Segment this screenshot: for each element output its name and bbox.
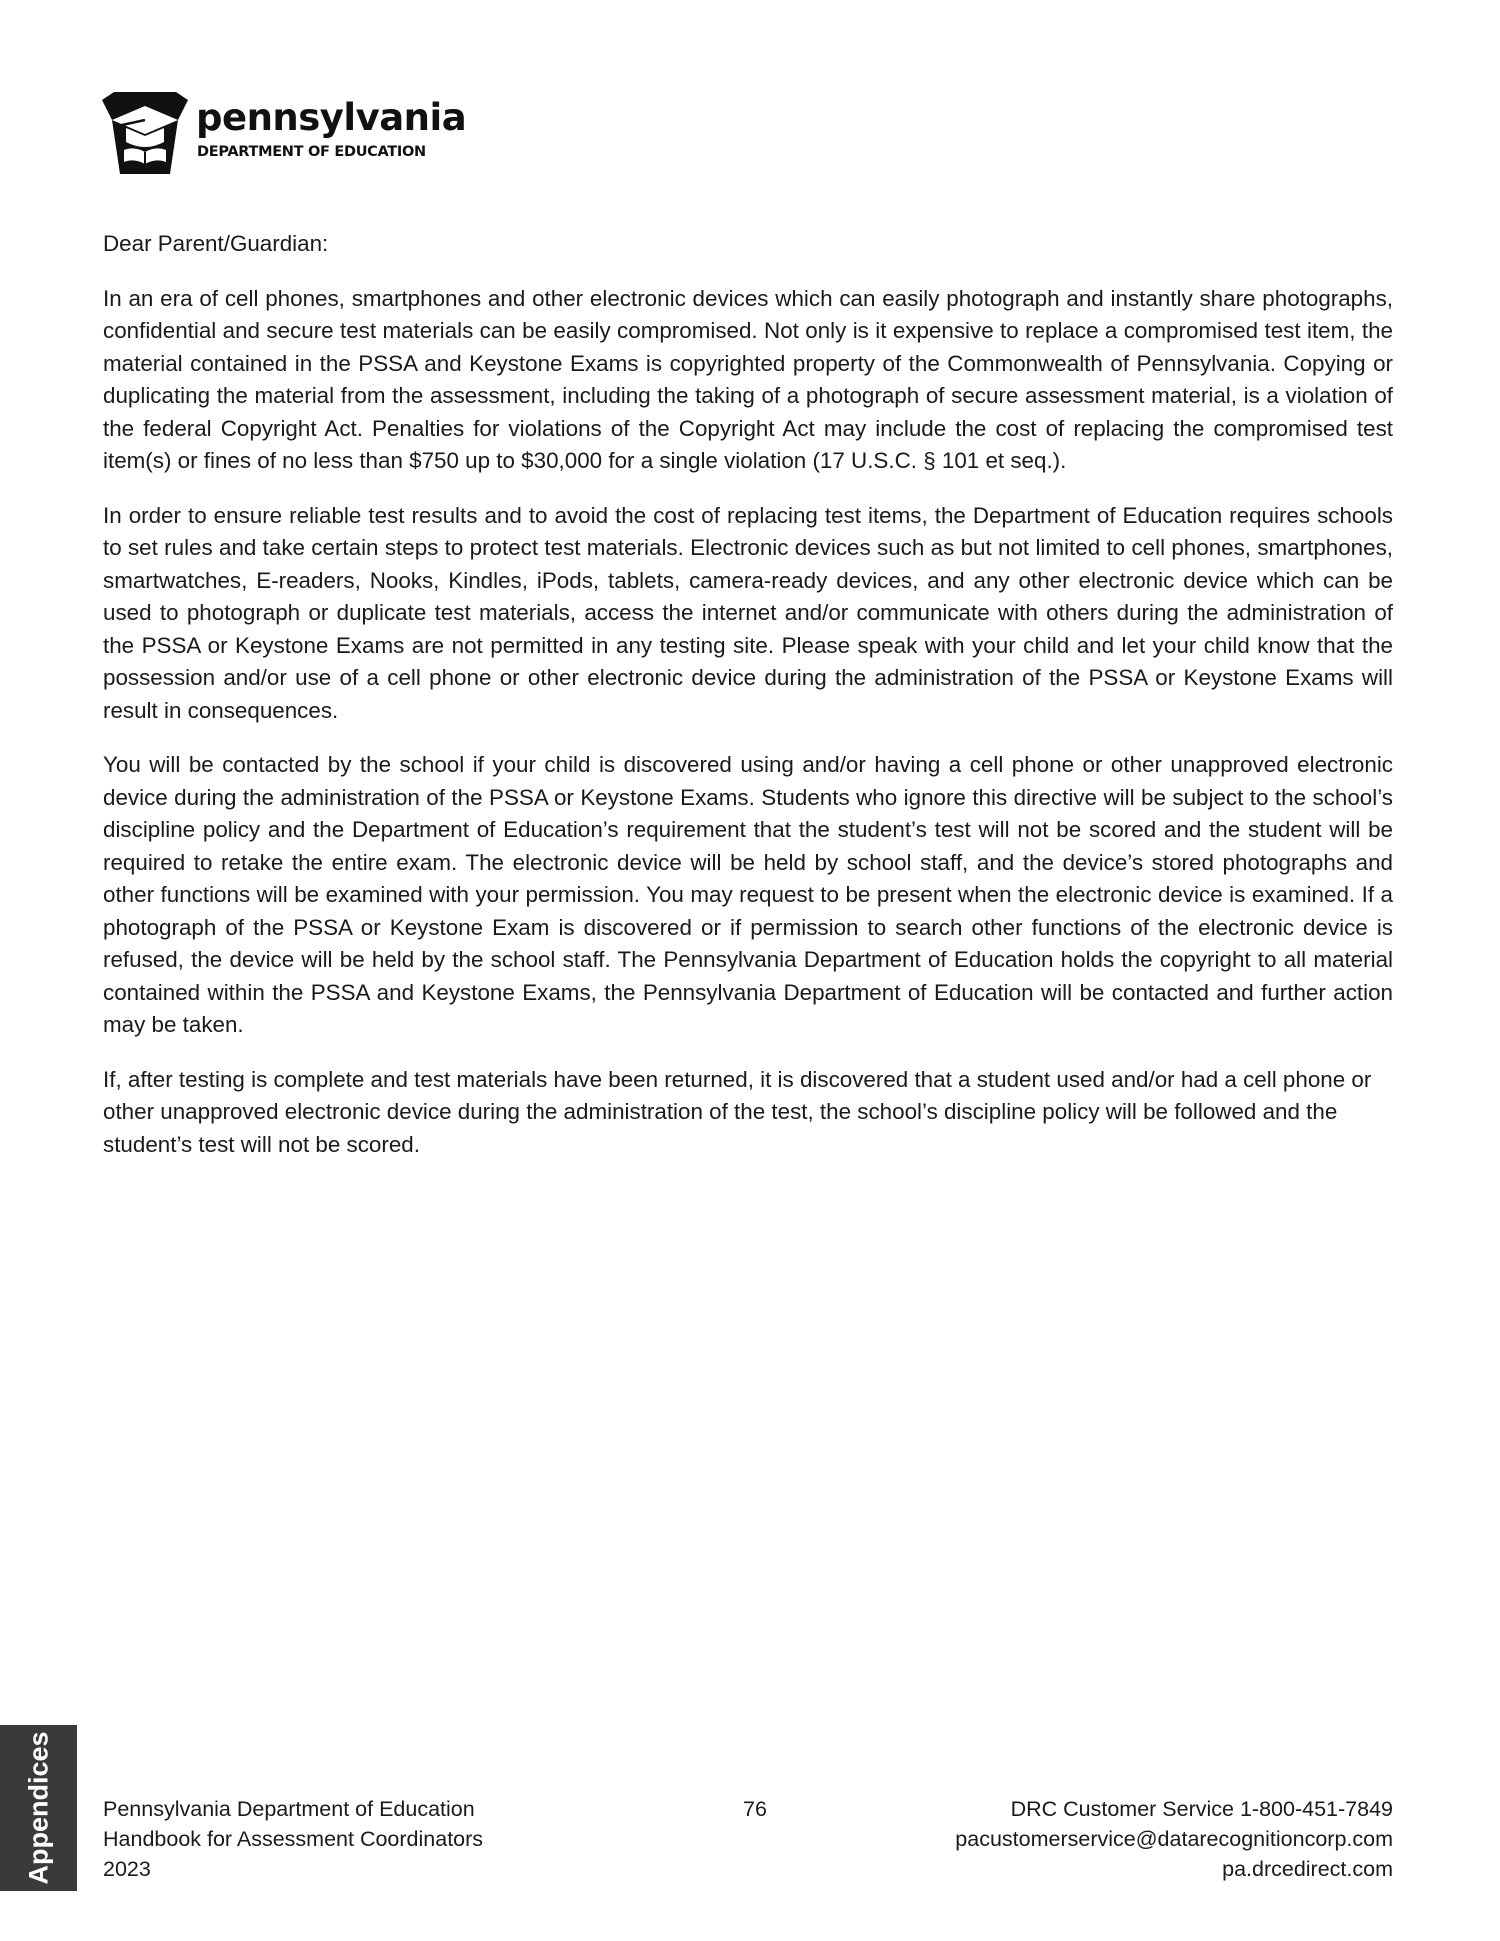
footer-right xyxy=(955,1794,1393,1884)
letter-paragraph-2: In order to ensure reliable test results and to avoid the cost of replacing test items, the Department of Education requires schools to set rules and take certain steps to protect test materials. Electronic devices such as but not limited to cell phones, smartphones, smartwatches, E-readers, Nooks, Kindles, iPods, tablets, camera-ready devices, and any other electronic device which can be used to photograph or duplicate test materials, access the internet and/or communicate with others during the administration of the PSSA or Keystone Exams are not permitted in any testing site. Please speak with your child and let your child know that the possession and/or use of a cell phone or other electronic device during the administration of the PSSA or Keystone Exams will result in consequences. xyxy=(103,502,1393,723)
side-tab-label: Appendices xyxy=(23,1731,53,1885)
appendices-side-tab xyxy=(0,1725,77,1891)
footer-customer-service: DRC Customer Service 1-800-451-7849 xyxy=(1010,1797,1393,1821)
footer-center xyxy=(743,1794,767,1824)
letter-body xyxy=(103,228,1393,1183)
letter-paragraph-3: You will be contacted by the school if your child is discovered using and/or having a cell phone or other unapproved electronic device during the administration of the PSSA or Keystone Exams. Students who ignore this directive will be subject to the school’s discipline policy and the Department of Education’s requirement that the student’s test will not be scored and the student will be required to retake the entire exam. The electronic device will be held by school staff, and the device’s stored photographs and other functions will be examined with your permission. You may request to be present when the electronic device is examined. If a photograph of the PSSA or Keystone Exam is discovered or if permission to search other functions of the electronic device is refused, the device will be held by the school staff. The Pennsylvania Department of Education holds the copyright to all material contained within the PSSA and Keystone Exams, the Pennsylvania Department of Education will be contacted and further action may be taken. xyxy=(103,752,1393,1037)
footer-handbook-title: Handbook for Assessment Coordinators xyxy=(103,1827,484,1851)
keystone-mortarboard-icon xyxy=(100,92,190,174)
footer-website-link[interactable]: pa.drcedirect.com xyxy=(1222,1857,1393,1881)
letter-paragraph-4: If, after testing is complete and test materials have been returned, it is discovered that a student used and/or had a cell phone or other unapproved electronic device during the administration of the test, the school’s discipline policy will be followed and the student’s test will not be scored. xyxy=(103,1066,1372,1157)
page-number: 76 xyxy=(743,1797,767,1821)
pde-logo xyxy=(100,92,467,176)
footer-org: Pennsylvania Department of Education xyxy=(103,1797,475,1821)
footer-year: 2023 xyxy=(103,1857,151,1881)
letter-paragraph-1: In an era of cell phones, smartphones and other electronic devices which can easily photograph and instantly share photographs, confidential and secure test materials can be easily compromised. Not only is it expensive to replace a compromised test item, the material contained in the PSSA and Keystone Exams is copyrighted property of the Commonwealth of Pennsylvania. Copying or duplicating the material from the assessment, including the taking of a photograph of secure assessment material, is a violation of the federal Copyright Act. Penalties for violations of the Copyright Act may include the cost of replacing the compromised test item(s) or fines of no less than $750 up to $30,000 for a single violation (17 U.S.C. § 101 et seq.). xyxy=(103,285,1393,473)
salutation: Dear Parent/Guardian: xyxy=(103,231,329,256)
brand-name: pennsylvania xyxy=(196,96,467,139)
department-name: DEPARTMENT OF EDUCATION xyxy=(197,144,426,160)
footer-email-link[interactable]: pacustomerservice@datarecognitioncorp.com xyxy=(955,1827,1393,1851)
footer-left xyxy=(103,1794,483,1884)
